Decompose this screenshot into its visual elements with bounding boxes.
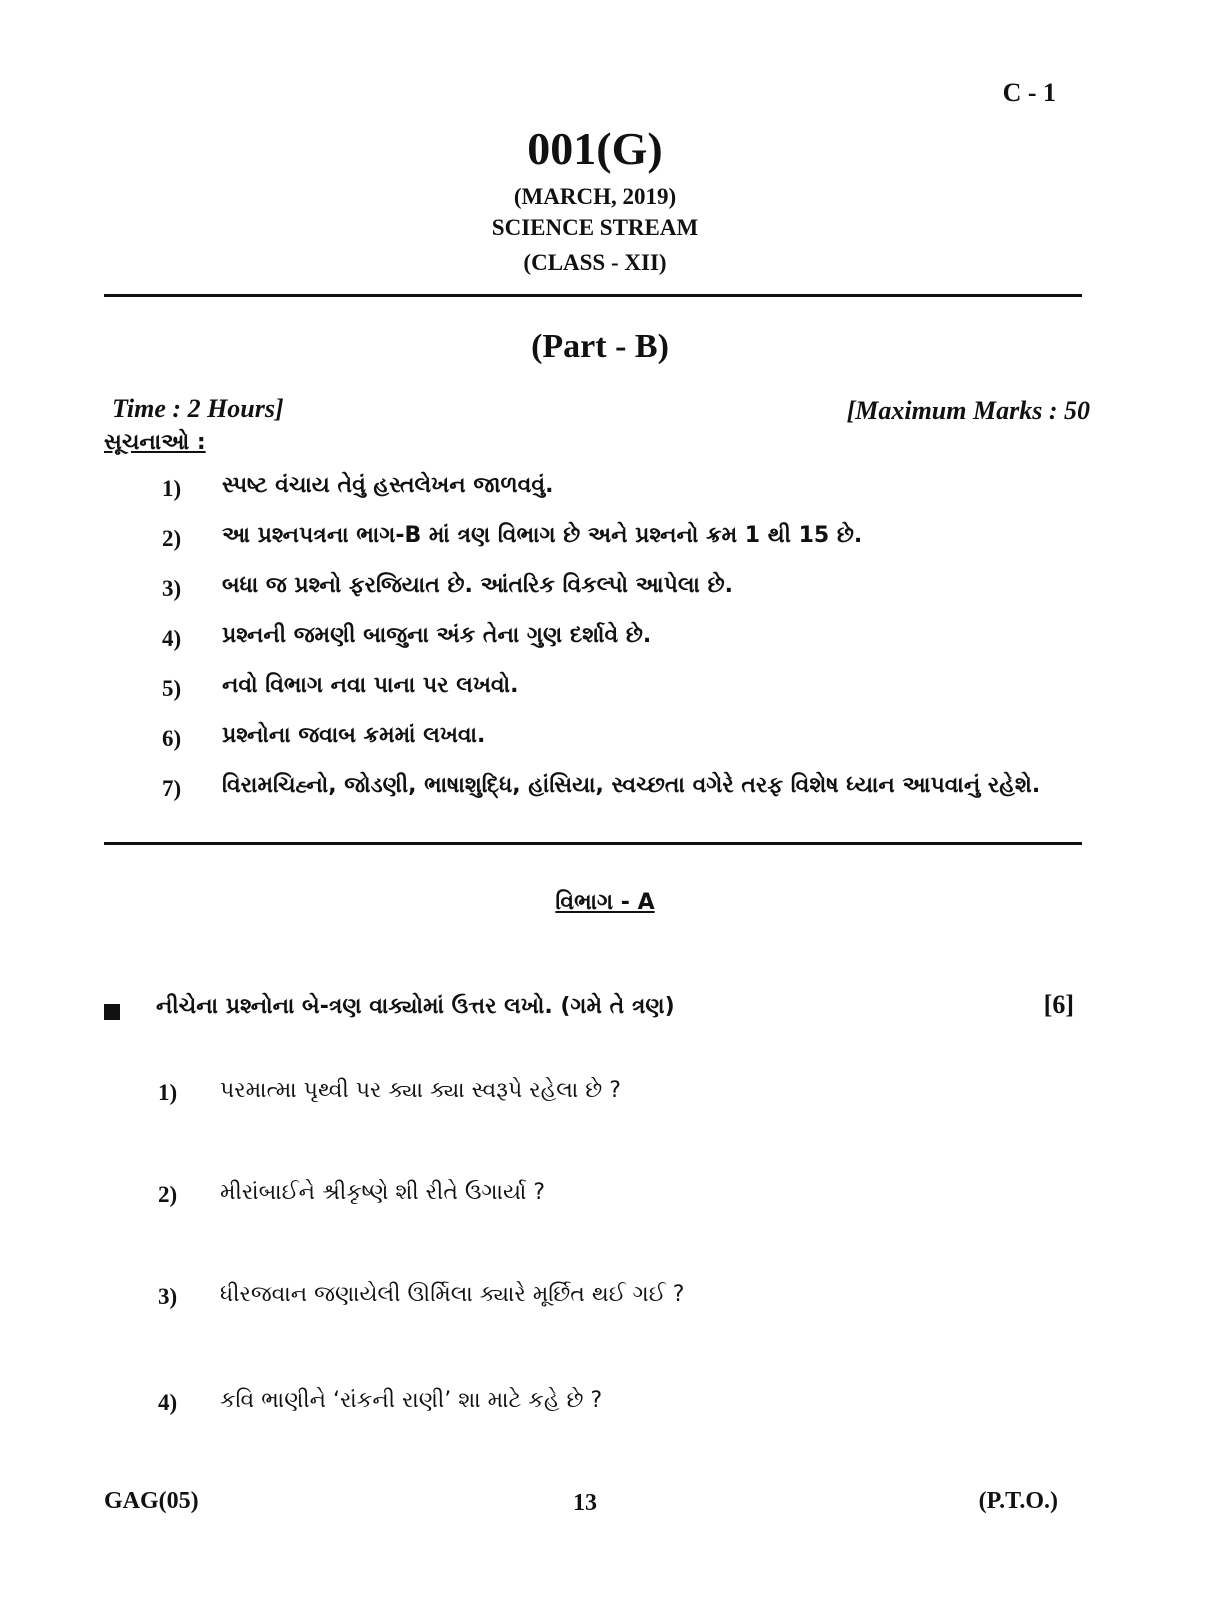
stream-label: SCIENCE STREAM bbox=[491, 215, 699, 240]
section-heading: વિભાગ - A bbox=[555, 890, 655, 915]
footer-code: GAG(05) bbox=[104, 1488, 199, 1514]
class-label: (CLASS - XII) bbox=[523, 250, 667, 275]
instruction-text: આ પ્રશ્નપત્રના ભાગ-B માં ત્રણ વિભાગ છે અને પ્રશ્નનો ક્રમ 1 થી 15 છે. bbox=[222, 523, 863, 548]
divider-top bbox=[104, 294, 1082, 297]
question-text: મીરાંબાઈને શ્રીકૃષ્ણે શી રીતે ઉગાર્યા ? bbox=[220, 1180, 546, 1205]
page-code: C - 1 bbox=[1002, 78, 1056, 107]
instruction-text: વિરામચિહ્નો, જોડણી, ભાષાશુદ્ધિ, હાંસિયા, સ્વચ્છતા વગેરે તરફ વિશેષ ધ્યાન આપવાનું રહેશે. bbox=[222, 773, 1041, 798]
instruction-number: 2) bbox=[162, 526, 182, 551]
time-label: Time : 2 Hours] bbox=[112, 394, 284, 423]
pto-label: (P.T.O.) bbox=[978, 1488, 1058, 1514]
square-bullet-icon bbox=[104, 1004, 120, 1020]
question-marks: [6] bbox=[1043, 990, 1074, 1019]
instruction-number: 7) bbox=[162, 776, 182, 801]
main-question: નીચેના પ્રશ્નોના બે-ત્રણ વાક્યોમાં ઉત્તર લખો. (ગમે તે ત્રણ) bbox=[156, 994, 675, 1019]
instruction-text: પ્રશ્નોના જવાબ ક્રમમાં લખવા. bbox=[222, 723, 486, 748]
instruction-number: 5) bbox=[162, 676, 182, 701]
instruction-number: 6) bbox=[162, 726, 182, 751]
question-number: 4) bbox=[158, 1390, 178, 1415]
question-number: 3) bbox=[158, 1284, 178, 1309]
divider-bottom bbox=[104, 842, 1082, 845]
instruction-text: નવો વિભાગ નવા પાના પર લખવો. bbox=[222, 673, 519, 698]
question-number: 1) bbox=[158, 1080, 178, 1105]
instruction-text: બધા જ પ્રશ્નો ફરજિયાત છે. આંતરિક વિકલ્પો આપેલા છે. bbox=[222, 573, 733, 598]
instruction-number: 3) bbox=[162, 576, 182, 601]
page-number: 13 bbox=[573, 1490, 597, 1516]
question-text: કવિ ભાણીને ‘રાંકની રાણી’ શા માટે કહે છે ? bbox=[220, 1388, 603, 1413]
question-text: પરમાત્મા પૃથ્વી પર ક્યા ક્યા સ્વરૂપે રહેલા છે ? bbox=[220, 1078, 621, 1103]
question-number: 2) bbox=[158, 1182, 178, 1207]
question-text: ધીરજવાન જણાયેલી ઊર્મિલા ક્યારે મૂર્છિત થઈ ગઈ ? bbox=[220, 1282, 685, 1307]
instruction-number: 4) bbox=[162, 626, 182, 651]
instruction-text: પ્રશ્નની જમણી બાજુના અંક તેના ગુણ દર્શાવે છે. bbox=[222, 623, 652, 648]
instruction-number: 1) bbox=[162, 476, 182, 501]
instructions-heading: સૂચનાઓ : bbox=[104, 430, 206, 455]
instruction-text: સ્પષ્ટ વંચાય તેવું હસ્તલેખન જાળવવું. bbox=[222, 473, 554, 498]
paper-code: 001(G) bbox=[527, 123, 663, 174]
exam-date: (MARCH, 2019) bbox=[513, 184, 677, 209]
part-title: (Part - B) bbox=[531, 328, 669, 365]
max-marks-label: [Maximum Marks : 50 bbox=[846, 396, 1090, 425]
